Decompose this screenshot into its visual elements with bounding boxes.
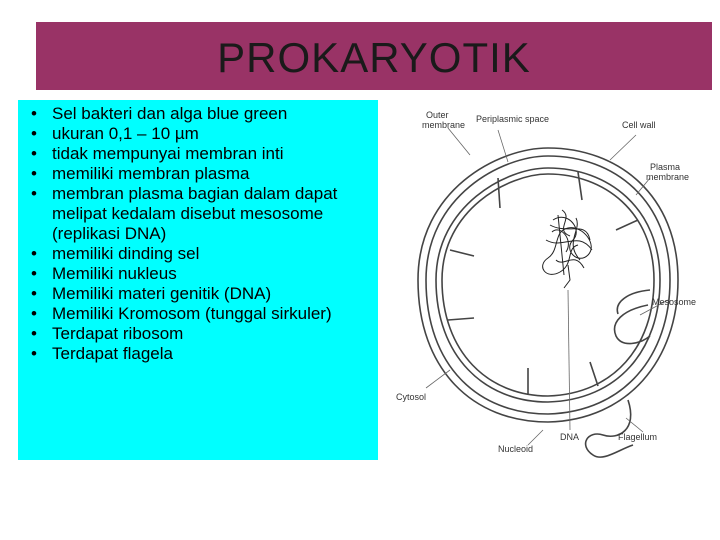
bullet-item: • memiliki membran plasma <box>18 164 358 184</box>
plasma-membrane-inner <box>442 174 654 396</box>
bullet-dot: • <box>31 164 37 183</box>
label-plasma-membrane-1: Plasma <box>650 162 681 172</box>
mesosome-fold <box>448 318 474 320</box>
outer-membrane <box>418 148 681 422</box>
label-mesosome: Mesosome <box>652 297 697 307</box>
bullet-dot: • <box>31 144 37 163</box>
bullet-item: • ukuran 0,1 – 10 µm <box>18 124 358 144</box>
bullet-dot: • <box>31 264 37 283</box>
mesosome-fold <box>615 305 650 344</box>
prokaryote-diagram <box>378 100 713 470</box>
label-cell-wall: Cell wall <box>622 120 656 130</box>
slide-title: PROKARYOTIK <box>217 34 531 81</box>
bullet-dot: • <box>31 324 37 343</box>
label-outer-membrane-1: Outer <box>426 110 449 120</box>
bullet-item: • Memiliki materi genitik (DNA) <box>18 284 358 304</box>
bullet-list <box>18 104 358 364</box>
label-plasma-membrane-2: membrane <box>646 172 690 182</box>
bullet-dot: • <box>31 184 37 203</box>
bullet-dot: • <box>31 284 37 303</box>
nucleoid-dna <box>543 210 592 288</box>
cell-wall <box>426 156 670 414</box>
bullet-item: • Memiliki Kromosom (tunggal sirkuler) <box>18 304 358 324</box>
title-bar <box>36 22 712 90</box>
bullet-item: • membran plasma bagian dalam dapat melipat kedalam disebut mesosome (replikasi DNA) <box>18 184 358 244</box>
label-flagellum: Flagellum <box>618 432 658 442</box>
bullet-item: • tidak mempunyai membran inti <box>18 144 358 164</box>
bullet-item: • Memiliki nukleus <box>18 264 358 284</box>
bullet-dot: • <box>31 344 37 363</box>
bullet-dot: • <box>31 304 37 323</box>
mesosome-fold <box>450 250 474 256</box>
bullet-dot: • <box>31 104 37 123</box>
bullet-item: • Sel bakteri dan alga blue green <box>18 104 358 124</box>
bullet-dot: • <box>31 244 37 263</box>
bullet-item: • memiliki dinding sel <box>18 244 358 264</box>
mesosome-fold <box>616 220 638 230</box>
bullet-item: • Terdapat flagela <box>18 344 358 364</box>
mesosome-fold <box>578 172 582 200</box>
mesosome-fold <box>590 362 598 386</box>
mesosome-fold <box>617 290 650 314</box>
mesosome-fold <box>498 178 500 208</box>
label-nucleoid: Nucleoid <box>498 444 534 454</box>
plasma-membrane <box>436 168 660 402</box>
label-dna: DNA <box>560 432 580 442</box>
label-cytosol: Cytosol <box>396 392 427 402</box>
flagellum <box>586 400 633 457</box>
bullet-dot: • <box>31 124 37 143</box>
bullet-item: • Terdapat ribosom <box>18 324 358 344</box>
prokaryote-diagram-svg <box>378 100 713 470</box>
label-outer-membrane-2: membrane <box>422 120 466 130</box>
label-periplasmic-space: Periplasmic space <box>476 114 550 124</box>
